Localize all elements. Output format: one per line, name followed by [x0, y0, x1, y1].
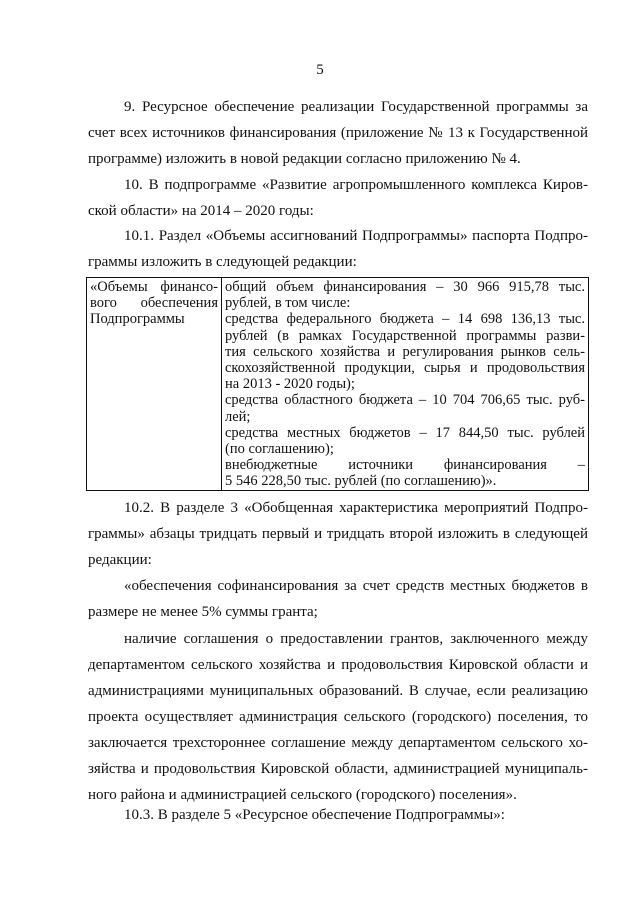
- paragraph-line: редакции:: [88, 552, 152, 568]
- table-cell-line: вого обеспечения: [90, 295, 218, 312]
- table-cell-line: «Объемы финансо-: [90, 279, 218, 295]
- paragraph-line: ного района и администрацией сельского (городского) поселения».: [88, 787, 517, 803]
- table-cell-line: Подпрограммы: [90, 311, 185, 328]
- paragraph-line: проекта осуществляет администрация сельского (городского) поселения, то: [88, 709, 588, 725]
- table-cell-value: [222, 278, 589, 491]
- table-cell-line: лей;: [225, 408, 251, 425]
- table-row: [87, 278, 589, 491]
- paragraph-line: 10.1. Раздел «Объемы ассигнований Подпрограммы» паспорта Подпро-: [124, 228, 588, 244]
- paragraph-line: граммы» абзацы тридцать первый и тридцать второй изложить в следующей: [88, 526, 588, 542]
- paragraph-line: граммы изложить в следующей редакции:: [88, 254, 357, 270]
- table-cell-line: тия сельского хозяйства и регулирования рынков сель-: [225, 343, 585, 360]
- table-cell-label: [87, 278, 222, 491]
- table-cell-line: общий объем финансирования – 30 966 915,78 тыс.: [225, 279, 585, 295]
- paragraph-line: размере не менее 5% суммы гранта;: [88, 604, 318, 620]
- paragraph-line: департаментом сельского хозяйства и продовольствия Кировской области и: [88, 657, 588, 673]
- paragraph-line: программе) изложить в новой редакции согласно приложению № 4.: [88, 151, 521, 167]
- paragraph-line: заключается трехстороннее соглашение между департаментом сельского хо-: [88, 735, 588, 751]
- paragraph-line: администрациями муниципальных образований. В случае, если реализацию: [88, 683, 588, 699]
- paragraph-line: счет всех источников финансирования (приложение № 13 к Государственной: [88, 125, 588, 141]
- paragraph-line: 9. Ресурсное обеспечение реализации Государственной программы за: [124, 99, 588, 115]
- table-cell-line: средства областного бюджета – 10 704 706,65 тыс. руб-: [225, 392, 585, 409]
- paragraph-line: 10.2. В разделе 3 «Обобщенная характеристика мероприятий Подпро-: [124, 500, 588, 516]
- paragraph-line: наличие соглашения о предоставлении грантов, заключенного между: [124, 631, 588, 647]
- table-cell-line: 5 546 228,50 тыс. рублей (по соглашению)».: [225, 473, 497, 490]
- paragraph-line: 10. В подпрограмме «Развитие агропромышленного комплекса Киров-: [124, 177, 588, 193]
- table-cell-line: (по соглашению);: [225, 441, 334, 458]
- paragraph-line: 10.3. В разделе 5 «Ресурсное обеспечение Подпрограммы»:: [124, 807, 505, 823]
- paragraph-line: ской области» на 2014 – 2020 годы:: [88, 203, 314, 219]
- page-number: 5: [316, 62, 324, 78]
- table-cell-line: рублей, в том числе:: [225, 295, 351, 312]
- paragraph-line: зяйства и продовольствия Кировской области, администрацией муниципаль-: [88, 761, 588, 777]
- paragraph-line: «обеспечения софинансирования за счет средств местных бюджетов в: [124, 578, 588, 594]
- table-cell-line: рублей (в рамках Государственной программы разви-: [225, 327, 585, 344]
- table-cell-line: средства федерального бюджета – 14 698 136,13 тыс.: [225, 311, 585, 328]
- table-cell-line: средства местных бюджетов – 17 844,50 тыс. рублей: [225, 424, 585, 441]
- table-cell-line: внебюджетные источники финансирования –: [225, 457, 585, 474]
- table-cell-line: на 2013 - 2020 годы);: [225, 376, 355, 393]
- passport-table: [86, 277, 589, 491]
- table-cell-line: скохозяйственной продукции, сырья и продовольствия: [225, 360, 585, 377]
